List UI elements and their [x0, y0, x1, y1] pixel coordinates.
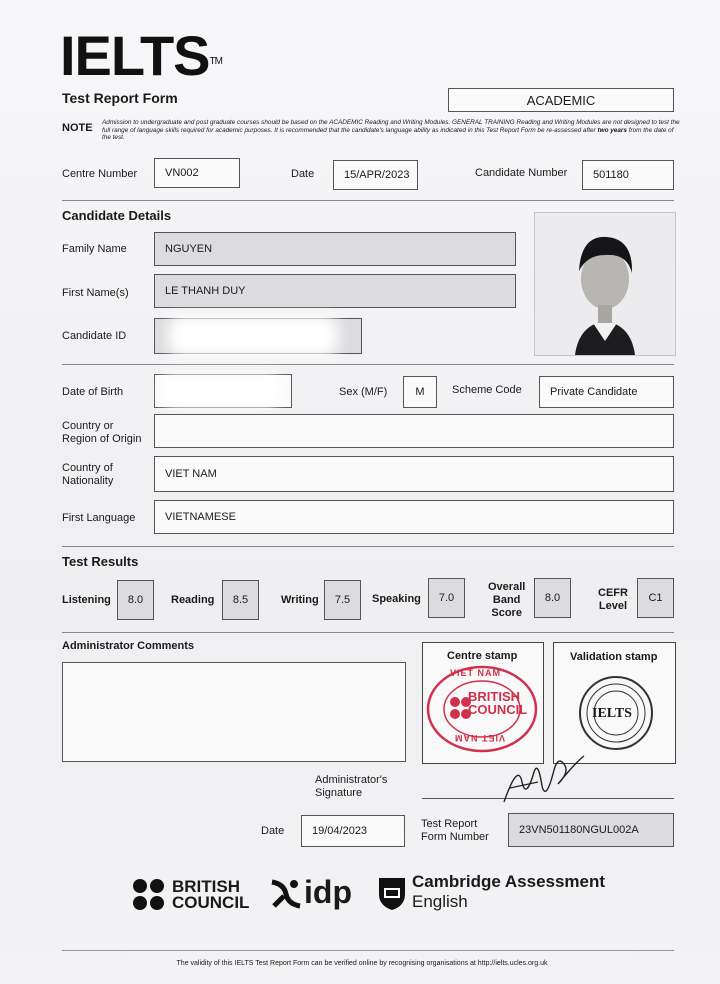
divider	[62, 632, 674, 633]
reading-label: Reading	[171, 594, 215, 606]
cambridge-crest	[377, 876, 407, 917]
listening-score: 8.0	[117, 580, 154, 620]
candidate-id-label: Candidate ID	[62, 330, 127, 342]
admin-comments-field	[62, 662, 406, 762]
redaction-blur	[162, 374, 280, 408]
idp-icon	[270, 878, 302, 910]
family-name-field: NGUYEN	[154, 232, 516, 266]
family-name-label: Family Name	[62, 243, 127, 255]
cefr-level: C1	[637, 578, 674, 618]
nationality-label: Country of Nationality	[62, 462, 114, 487]
signature-icon	[498, 742, 588, 810]
sex-label: Sex (M/F)	[339, 386, 388, 398]
divider	[62, 546, 674, 547]
trf-number-field: 23VN501180NGUL002A	[508, 813, 674, 847]
test-date-field: 15/APR/2023	[333, 160, 418, 190]
redaction-blur	[168, 316, 338, 356]
cambridge-shield-icon	[377, 876, 407, 912]
speaking-score: 7.0	[428, 578, 465, 618]
centre-number-field: VN002	[154, 158, 240, 188]
centre-number-label: Centre Number	[62, 168, 138, 180]
note-text: Admission to undergraduate and post graduate courses should be based on the ACADEMIC Reading and Writing Modules. GENERAL TRAINING Reading and Writing Modules are not designed to test the full range of language skills required for academic purposes. It is recommended that the candidate's language ability as indicated in this Test Report Form be re-assessed after two years from the date of the test.	[102, 119, 680, 142]
seal-text: IELTS	[592, 706, 632, 721]
cefr-label: CEFR Level	[598, 587, 628, 612]
stamp-top-text: VIET NAM	[450, 668, 502, 678]
footer-rule	[62, 950, 674, 951]
centre-stamp-label: Centre stamp	[447, 650, 518, 662]
scheme-code-field: Private Candidate	[539, 376, 674, 408]
signature	[498, 742, 588, 815]
scheme-code-label: Scheme Code	[452, 384, 522, 396]
overall-label: Overall Band Score	[488, 581, 526, 619]
test-results-heading: Test Results	[62, 554, 139, 569]
candidate-number-field: 501180	[582, 160, 674, 190]
first-language-field: VIETNAMESE	[154, 500, 674, 534]
divider	[62, 364, 674, 365]
ielts-logo: IELTS™	[60, 24, 222, 87]
footer-validity-text: The validity of this IELTS Test Report Form can be verified online by recognising organisations at http://ielts.ucles.org.uk	[176, 960, 548, 967]
portrait-icon	[535, 213, 675, 355]
module-box: ACADEMIC	[448, 88, 674, 112]
admin-signature-label: Administrator's Signature	[315, 774, 388, 799]
idp-mark	[270, 878, 302, 915]
country-origin-label: Country or Region of Origin	[62, 420, 142, 445]
writing-label: Writing	[281, 594, 319, 606]
admin-date-field: 19/04/2023	[301, 815, 405, 847]
form-title: Test Report Form	[62, 90, 178, 106]
first-name-field: LE THANH DUY	[154, 274, 516, 308]
speaking-label: Speaking	[372, 593, 421, 605]
test-date-label: Date	[291, 168, 315, 180]
note-label: NOTE	[62, 122, 93, 134]
first-name-label: First Name(s)	[62, 287, 129, 299]
trf-number-label: Test Report Form Number	[421, 818, 489, 843]
british-council-icon	[132, 878, 166, 912]
candidate-number-label: Candidate Number	[475, 167, 568, 179]
stamp-bottom-text: VIET NAM	[454, 733, 506, 743]
cambridge-logo: Cambridge Assessment English	[412, 872, 606, 911]
candidate-details-heading: Candidate Details	[62, 208, 172, 223]
british-council-logo: BRITISH COUNCIL	[172, 877, 250, 912]
admin-comments-heading: Administrator Comments	[62, 640, 195, 652]
divider	[62, 200, 674, 201]
stamp-brand: BRITISH COUNCIL	[468, 689, 528, 717]
reading-score: 8.5	[222, 580, 259, 620]
validation-stamp-label: Validation stamp	[570, 651, 658, 663]
british-council-dots	[132, 878, 166, 917]
country-origin-field	[154, 414, 674, 448]
candidate-photo	[534, 212, 676, 356]
first-language-label: First Language	[62, 512, 136, 524]
overall-score: 8.0	[534, 578, 571, 618]
admin-date-label: Date	[261, 825, 285, 837]
writing-score: 7.5	[324, 580, 361, 620]
idp-logo: idp	[304, 874, 352, 910]
dob-label: Date of Birth	[62, 386, 124, 398]
sex-field: M	[403, 376, 437, 408]
listening-label: Listening	[62, 594, 111, 606]
nationality-field: VIET NAM	[154, 456, 674, 492]
